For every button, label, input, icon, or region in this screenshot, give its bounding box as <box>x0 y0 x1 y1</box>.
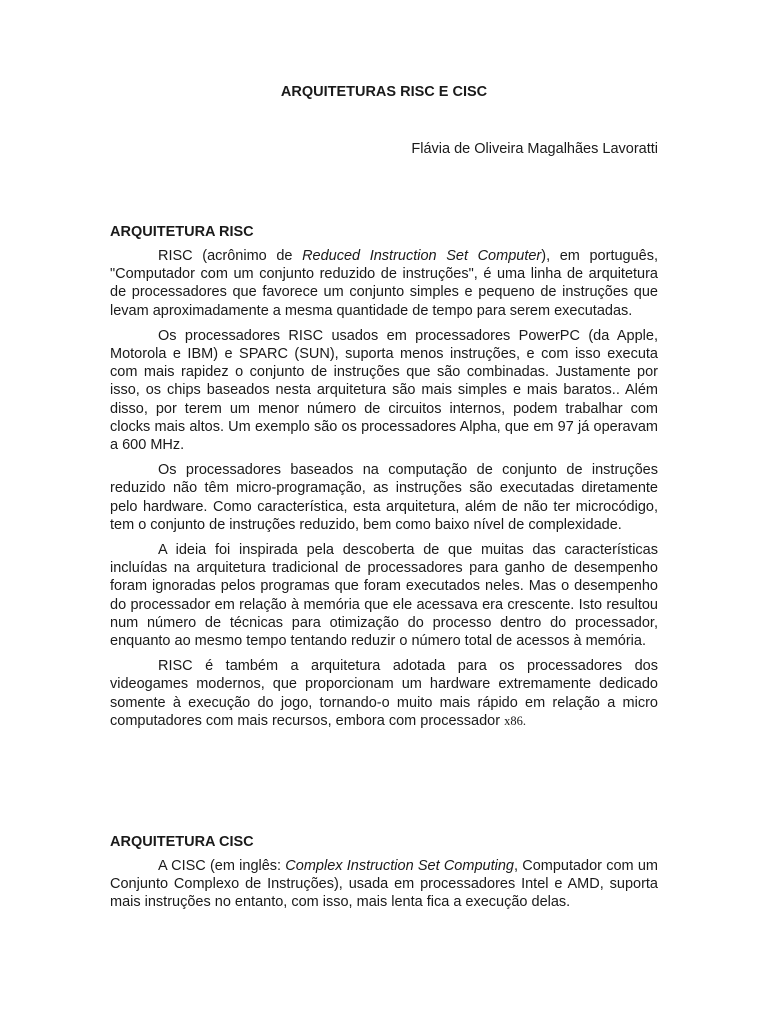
section-heading-risc: ARQUITETURA RISC <box>110 224 254 240</box>
author-name: Flávia de Oliveira Magalhães Lavoratti <box>411 141 658 157</box>
paragraph: RISC (acrônimo de Reduced Instruction Set Computer), em português, "Computador com um conjunto reduzido de instruções", é uma linha de arquitetura de processadores que favorece um conjunto simples e pequeno de instruções que levam aproximadamente a mesma quantidade de tempo para serem executadas. <box>110 248 659 319</box>
paragraph: A ideia foi inspirada pela descoberta de que muitas das características incluídas na arquitetura tradicional de processadores para ganho de desempenho foram ignoradas pelos programas que foram executados neles. Mas o desempenho do processador em relação à memória que ele acessava era crescente. Isto resultou num número de técnicas para otimização do processo dentro do processador, enquanto ao mesmo tempo tentando reduzir o número total de acessos à memória. <box>110 542 658 650</box>
section-risc <box>110 224 658 737</box>
paragraph: Os processadores baseados na computação de conjunto de instruções reduzido não têm micro-programação, as instruções são executadas diretamente pelo hardware. Como característica, esta arquitetura, além de não ter microcódigo, tem o conjunto de instruções reduzido, bem como baixo nível de complexidade. <box>110 462 658 533</box>
paragraph: A CISC (em inglês: Complex Instruction Set Computing, Computador com um Conjunto Complexo de Instruções), usada em processadores Intel e AMD, suporta mais instruções no entanto, com isso, mais lenta fica a execução delas. <box>110 858 658 911</box>
paragraph: Os processadores RISC usados em processadores PowerPC (da Apple, Motorola e IBM) e SPARC (SUN), suporta menos instruções, e com isso executa com mais rapidez o conjunto de instruções que são combinadas. Justamente por isso, os chips baseados nesta arquitetura são mais simples e mais baratos.. Além disso, por terem um menor número de circuitos internos, podem trabalhar com clocks mais altos. Um exemplo são os processadores Alpha, que em 97 já operavam a 600 MHz. <box>110 327 658 454</box>
paragraph: RISC é também a arquitetura adotada para os processadores dos videogames modernos, que proporcionam um hardware extremamente dedicado somente à execução do jogo, tornando-o muito mais rápido em relação a micro computadores com mais recursos, embora com processador x86. <box>110 658 658 729</box>
section-heading-cisc: ARQUITETURA CISC <box>110 834 254 850</box>
document-title: ARQUITETURAS RISC E CISC <box>280 84 488 100</box>
section-cisc <box>110 834 658 919</box>
